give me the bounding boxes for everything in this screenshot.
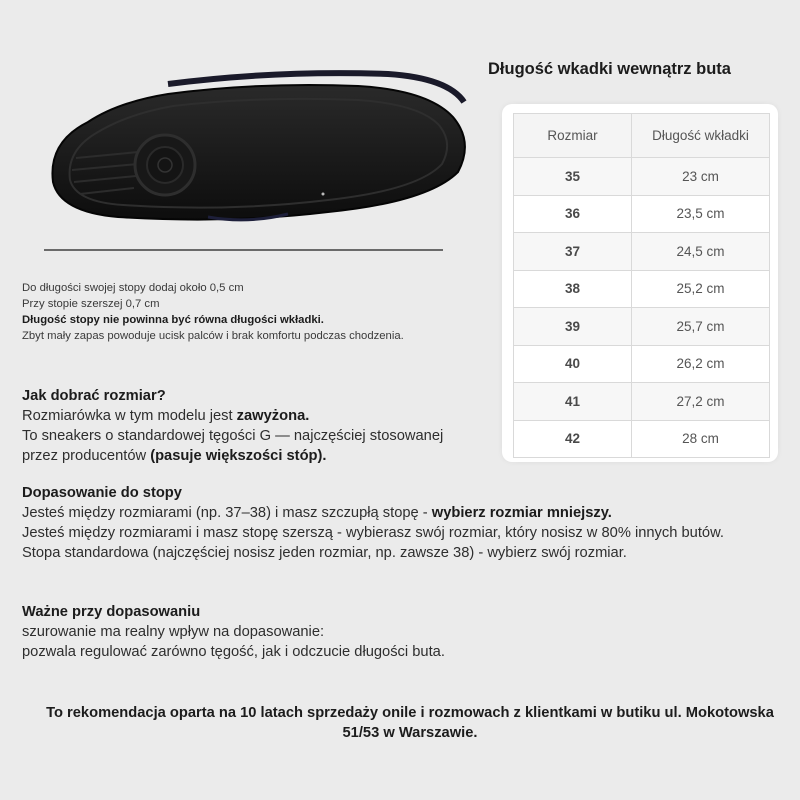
section-line: Jesteś między rozmiarami i masz stopę szerszą - wybierasz swój rozmiar, który nosisz w 80% innych butów. <box>22 525 724 541</box>
size-cell: 38 <box>514 270 632 308</box>
note-line-bold: Długość stopy nie powinna być równa długości wkładki. <box>22 314 324 326</box>
header-insole-length: Długość wkładki <box>632 114 770 158</box>
size-cell: 41 <box>514 383 632 421</box>
sizing-notes <box>22 280 442 344</box>
footer-note: To rekomendacja oparta na 10 latach sprzedaży onile i rozmowach z klientkami w butiku ul. Mokotowska 51/53 w Warszawie. <box>46 705 774 741</box>
section-line <box>22 503 782 523</box>
section-line: szurowanie ma realny wpływ na dopasowanie: <box>22 624 325 640</box>
section-line <box>22 406 502 426</box>
text: Jesteś między rozmiarami (np. 37–38) i masz szczupłą stopę - <box>22 505 432 521</box>
length-cell: 26,2 cm <box>632 345 770 383</box>
table-title: Długość wkadki wewnątrz buta <box>488 60 731 78</box>
table-row <box>514 383 770 421</box>
shoe-sole-image <box>28 62 473 242</box>
header-size: Rozmiar <box>514 114 632 158</box>
section-fit <box>22 483 782 563</box>
size-cell: 35 <box>514 158 632 196</box>
section-line <box>22 446 502 466</box>
section-heading: Jak dobrać rozmiar? <box>22 388 166 404</box>
length-cell: 25,2 cm <box>632 270 770 308</box>
length-cell: 24,5 cm <box>632 233 770 271</box>
text-bold: (pasuje większości stóp). <box>150 448 327 464</box>
table-row <box>514 195 770 233</box>
size-cell: 36 <box>514 195 632 233</box>
text-bold: zawyżona. <box>236 408 310 424</box>
table-row <box>514 233 770 271</box>
size-cell: 39 <box>514 308 632 346</box>
section-line: Stopa standardowa (najczęściej nosisz jeden rozmiar, np. zawsze 38) - wybierz swój rozmiar. <box>22 545 627 561</box>
length-cell: 25,7 cm <box>632 308 770 346</box>
section-how-to-choose <box>22 386 502 466</box>
length-cell: 27,2 cm <box>632 383 770 421</box>
divider-line <box>44 249 443 251</box>
length-cell: 28 cm <box>632 420 770 458</box>
text: Rozmiarówka w tym modelu jest <box>22 408 237 424</box>
shoe-sole-icon <box>28 62 473 242</box>
note-line: Przy stopie szerszej 0,7 cm <box>22 298 160 310</box>
table-row <box>514 270 770 308</box>
section-heading: Dopasowanie do stopy <box>22 485 182 501</box>
length-cell: 23,5 cm <box>632 195 770 233</box>
text-bold: wybierz rozmiar mniejszy. <box>431 505 612 521</box>
section-line: To sneakers o standardowej tęgości G — najczęściej stosowanej <box>22 428 444 444</box>
table-row <box>514 345 770 383</box>
size-cell: 37 <box>514 233 632 271</box>
size-cell: 40 <box>514 345 632 383</box>
table-header-row <box>514 114 770 158</box>
note-line: Zbyt mały zapas powoduje ucisk palców i brak komfortu podczas chodzenia. <box>22 330 404 342</box>
text: przez producentów <box>22 448 151 464</box>
size-table-card <box>502 104 778 462</box>
size-cell: 42 <box>514 420 632 458</box>
section-important <box>22 602 622 662</box>
length-cell: 23 cm <box>632 158 770 196</box>
table-row <box>514 158 770 196</box>
note-line: Do długości swojej stopy dodaj około 0,5 cm <box>22 282 244 294</box>
size-table <box>513 113 770 458</box>
section-line: pozwala regulować zarówno tęgość, jak i odczucie długości buta. <box>22 644 445 660</box>
section-heading: Ważne przy dopasowaniu <box>22 604 201 620</box>
table-row <box>514 308 770 346</box>
table-row <box>514 420 770 458</box>
